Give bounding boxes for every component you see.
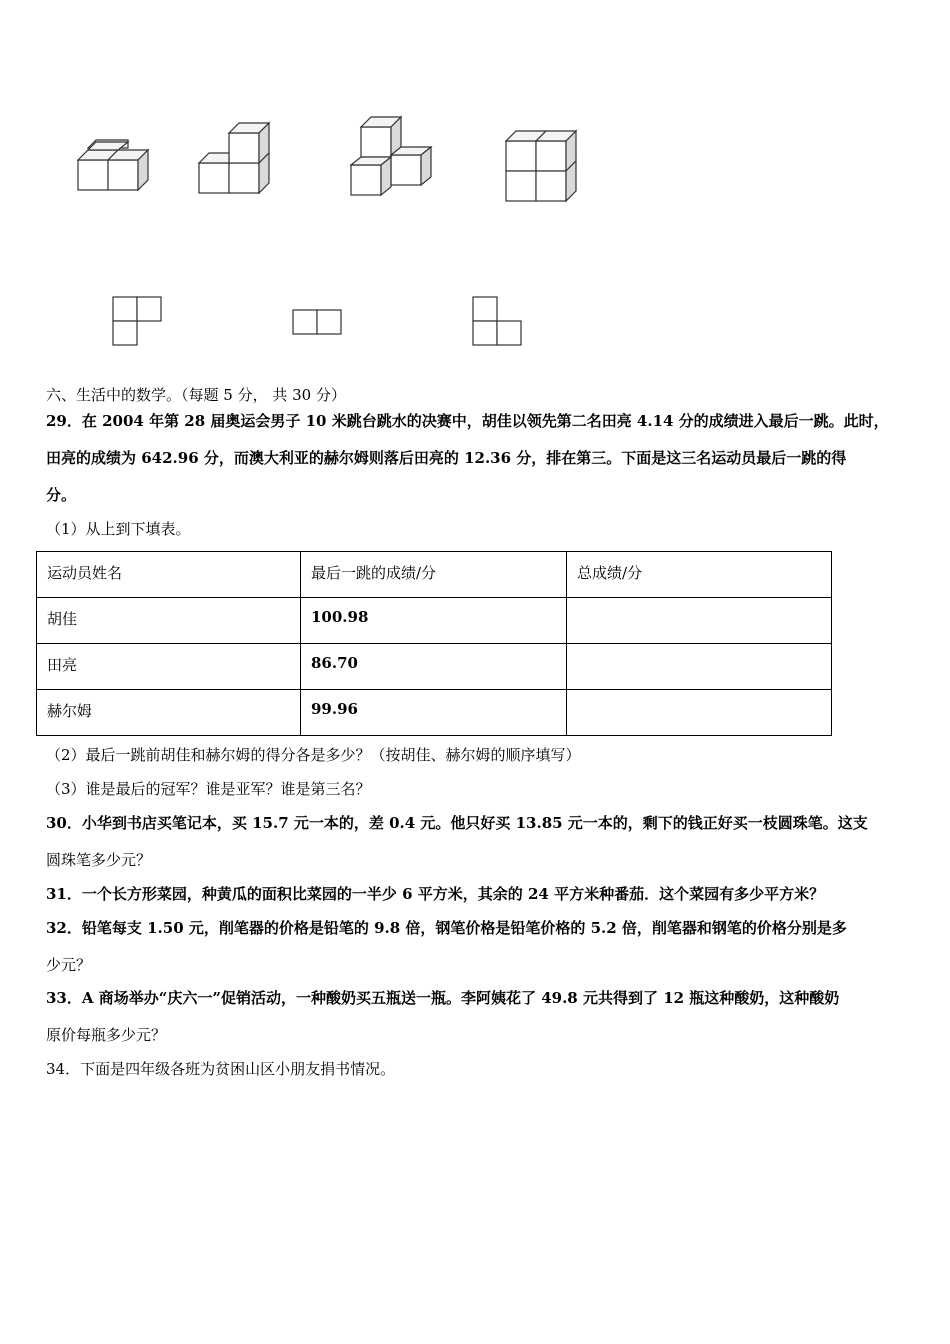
q33-line-2: 原价每瓶多少元？ [46,1026,167,1044]
q29-part-3: （3）谁是最后的冠军？谁是亚军？谁是第三名？ [46,780,371,798]
table-header: 运动员姓名 [37,552,301,598]
q30-line-2: 圆珠笔多少元？ [46,851,152,869]
athlete-name: 田亮 [37,644,301,690]
q32-line-2: 少元？ [46,956,92,974]
q29-part-1: （1）从上到下填表。 [46,520,191,538]
table-header: 总成绩/分 [567,552,832,598]
athlete-name: 赫尔姆 [37,690,301,736]
total-score-blank[interactable] [567,598,832,644]
cube-figure-1 [76,138,152,192]
q29-line-2: 田亮的成绩为 642.96 分，而澳大利亚的赫尔姆则落后田亮的 12.36 分，排在第三。下面是这三名运动员最后一跳的得 [46,449,847,467]
table-row [37,598,832,644]
q29-line-1: 29．在 2004 年第 28 届奥运会男子 10 米跳台跳水的决赛中，胡佳以领先第二名田亮 4.14 分的成绩进入最后一跳。此时， [46,412,889,430]
view-shape-2 [292,309,342,335]
q33-line-1: 33．A 商场举办“庆六一”促销活动，一种酸奶买五瓶送一瓶。李阿姨花了 49.8 元共得到了 12 瓶这种酸奶，这种酸奶 [46,989,840,1007]
score-table [36,551,832,736]
table-header-row [37,552,832,598]
q29-part-2: （2）最后一跳前胡佳和赫尔姆的得分各是多少？（按胡佳、赫尔姆的顺序填写） [46,746,581,764]
last-jump-score: 86.70 [301,644,567,690]
last-jump-score: 99.96 [301,690,567,736]
table-header: 最后一跳的成绩/分 [301,552,567,598]
q30-line-1: 30．小华到书店买笔记本，买 15.7 元一本的，差 0.4 元。他只好买 13.85 元一本的，剩下的钱正好买一枝圆珠笔。这支 [46,814,868,832]
q32-line-1: 32．铅笔每支 1.50 元，削笔器的价格是铅笔的 9.8 倍，钢笔价格是铅笔价格的 5.2 倍，削笔器和钢笔的价格分别是多 [46,919,847,937]
table-row [37,690,832,736]
view-shape-3 [472,296,522,346]
cube-figure-4 [504,129,580,205]
q34-line-1: 34．下面是四年级各班为贫困山区小朋友捐书情况。 [46,1060,396,1078]
view-shape-1 [112,296,162,346]
total-score-blank[interactable] [567,690,832,736]
last-jump-score: 100.98 [301,598,567,644]
cube-figure-2 [197,121,273,197]
q29-line-3: 分。 [46,486,77,504]
q31-line-1: 31．一个长方形菜园，种黄瓜的面积比菜园的一半少 6 平方米，其余的 24 平方米种番茄．这个菜园有多少平方米？ [46,885,825,903]
athlete-name: 胡佳 [37,598,301,644]
section-heading: 六、生活中的数学。（每题 5 分， 共 30 分） [46,386,346,404]
total-score-blank[interactable] [567,644,832,690]
cube-figure-3 [349,115,433,199]
table-row [37,644,832,690]
